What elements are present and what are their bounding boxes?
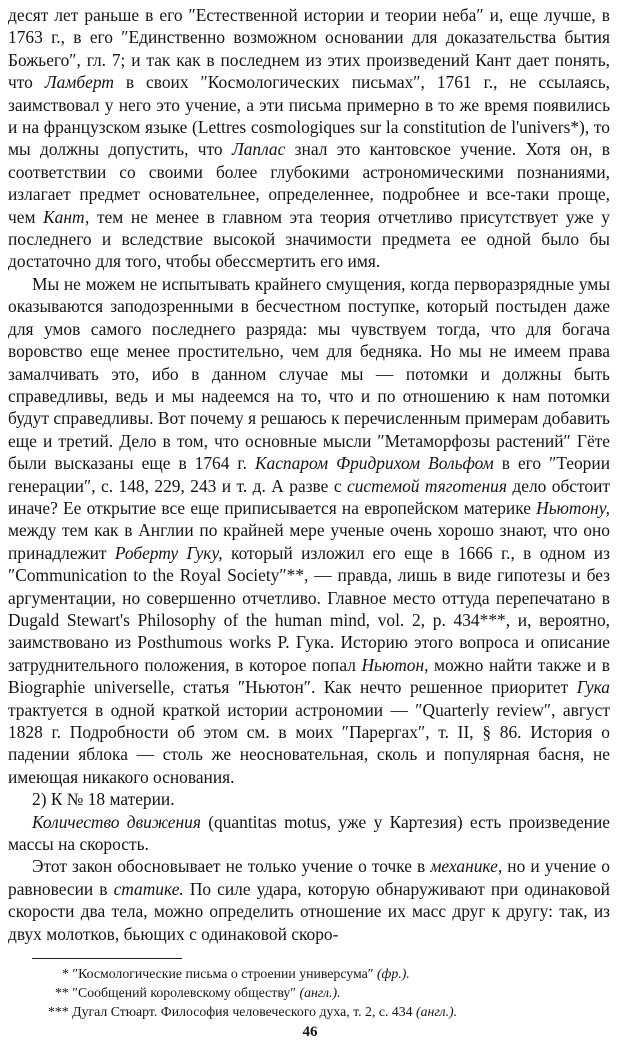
footnote-language: (фр.). xyxy=(376,966,410,981)
italic-text: Ньютону, xyxy=(536,497,610,518)
body-text xyxy=(8,4,610,945)
paragraph xyxy=(8,811,610,856)
footnote-divider xyxy=(32,958,182,959)
italic-text: Гука xyxy=(576,677,610,698)
footnote-text: ″Космологические письма о строении универсума″ xyxy=(72,966,374,981)
footnote-marker: * xyxy=(62,966,69,981)
italic-text: механике, xyxy=(430,856,503,877)
text-run: который изложил его еще в 1666 г., в одном из ″Communication to the Royal Society″**, — правда, лишь в виде гипотезы и без аргументации, но совершенно отчетливо. Главное место оттуда перепечатано в Dugald Stewart's Philosophy of the human mind, vol. 2, p. 434***, и, вероятно, заимствовано из Posthumous works P. Гука. Историю этого вопроса и описание затруднительного положения, в которое попал xyxy=(8,542,610,675)
footnote xyxy=(48,1002,608,1021)
text-run: 2) К № 18 материи. xyxy=(32,789,175,810)
text-run: знал это кантовское учение. Хотя он, в соответствии со своими более глубокими астрономическими познаниями, излагает предмет основательнее, определеннее, подробнее и все-таки проще, чем xyxy=(8,139,610,227)
text-run: (quantitas motus, уже у Картезия) есть произведение массы на скорость. xyxy=(8,811,611,855)
italic-text: Кант, xyxy=(43,206,90,227)
text-run: десят лет раньше в его ″Естественной истории и теории неба″ и, еще лучше, в 1763 г., в его ″Единственно возможном основании для доказательства бытия Божьего″, гл. 7; и так как в последнем из этих произведений Кант дает понять, что xyxy=(8,5,610,93)
paragraph xyxy=(8,855,610,945)
text-run: можно найти также и в Biographie universelle, статья ″Ньютон″. Как нечто решенное приоритет xyxy=(8,654,610,698)
footnote-text: Дугал Стюарт. Философия человеческого духа, т. 2, с. 434 xyxy=(72,1004,413,1019)
footnote-language: (англ.). xyxy=(416,1004,458,1019)
text-run: Этот закон обосновывает не только учение о точке в xyxy=(32,856,431,877)
italic-text: Ламберт xyxy=(44,72,114,93)
footnote-text: ″Сообщений королевскому обществу″ xyxy=(72,985,297,1000)
italic-text: Лаплас xyxy=(231,139,286,160)
footnote-marker: ** xyxy=(55,985,69,1000)
text-run: в его ″Теории генерации″, с. 148, 229, 243 и т. д. А разве с xyxy=(8,453,610,496)
text-run: трактуется в одной краткой истории астрономии — ″Quarterly review″, август 1828 г. Подробности об этом см. в моих ″Парергах″, т. II, § 86. История о падении яблока — столь же неосновательная, сколь и популярная басня, не имеющая никакого основания. xyxy=(8,699,610,787)
footnote-language: (англ.). xyxy=(299,985,341,1000)
italic-text: Роберту Гуку, xyxy=(114,542,223,563)
italic-text: Количество движения xyxy=(32,811,201,832)
text-run: По силе удара, которую обнаруживают при одинаковой скорости два тела, можно определить отношение их масс друг к другу: так, из двух молотков, бьющих с одинаковой скоро- xyxy=(8,878,610,944)
text-run: Мы не можем не испытывать крайнего смущения, когда перворазрядные умы оказываются заподозренными в бесчестном поступке, который постыден даже для умов самого последнего разряда: мы чувствуем тогда, что для богача воровство еще менее простительно, чем для бедняка. Но мы не имеем права замалчивать это, ибо в данном случае мы — потомки и должны быть справедливы, ведь и мы надеемся на то, что и по отношению к нам потомки будут справедливы. Вот почему я решаюсь к перечисленным примерам добавить еще и третий. Дело в том, что основные мысли ″Метаморфозы растений″ Гёте были высказаны еще в 1764 г. xyxy=(8,273,610,474)
italic-text: Ньютон, xyxy=(361,654,429,675)
page-number: 46 xyxy=(302,1024,318,1040)
italic-text: статике. xyxy=(113,878,184,899)
paragraph xyxy=(8,273,610,788)
text-run: но и учение о равновесии в xyxy=(8,856,610,899)
paragraph xyxy=(8,4,610,273)
italic-text: Каспаром Фридрихом Вольфом xyxy=(254,453,494,474)
text-run: дело обстоит иначе? Ее открытие все еще приписывается на европейском материке xyxy=(8,475,610,518)
footnote-marker: *** xyxy=(48,1004,69,1019)
text-run: тем не менее в главном эта теория отчетливо присутствует уже у последнего и вследствие высокой значимости предмета ее одной было бы достаточно для того, чтобы обессмертить его имя. xyxy=(8,206,610,272)
footnotes xyxy=(48,964,608,1021)
paragraph xyxy=(8,788,610,810)
italic-text: системой тяготения xyxy=(347,475,507,496)
text-run: в своих ″Космологических письмах″, 1761 г., не ссылаясь, заимствовал у него это учение, а эти письма примерно в то же время появились и на французском языке (Lettres cosmologiques sur la constitution de l'univers*), то мы должны допустить, что xyxy=(8,72,610,160)
footnote xyxy=(48,964,608,983)
footnote xyxy=(48,983,608,1002)
text-run: между тем как в Англии по крайней мере ученые очень хорошо знают, что оно принадлежит xyxy=(8,520,610,563)
